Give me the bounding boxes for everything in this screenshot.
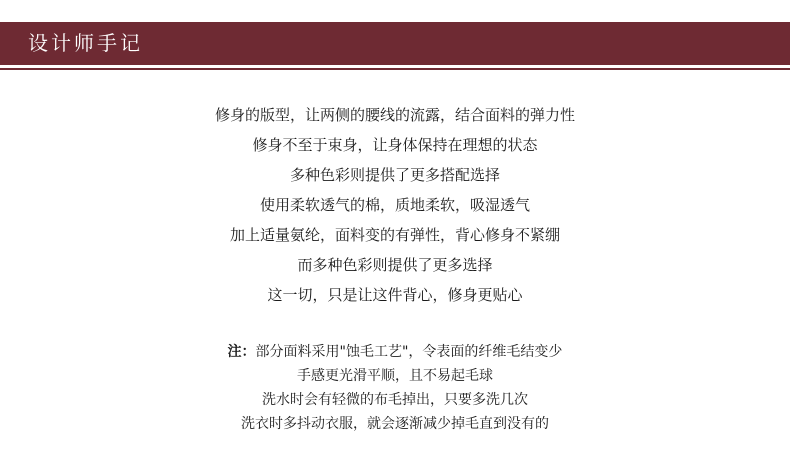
description-line: 修身不至于束身，让身体保持在理想的状态 bbox=[252, 136, 538, 154]
description-line: 加上适量氨纶，面料变的有弹性，背心修身不紧绷 bbox=[229, 226, 560, 244]
section-title: 设计师手记 bbox=[28, 31, 143, 55]
header-divider bbox=[0, 68, 790, 70]
description-line: 而多种色彩则提供了更多选择 bbox=[297, 256, 493, 274]
description-line: 使用柔软透气的棉，质地柔软，吸湿透气 bbox=[259, 196, 530, 214]
note-line bbox=[0, 340, 790, 364]
note-line: 洗水时会有轻微的布毛掉出，只要多洗几次 bbox=[262, 392, 528, 408]
note-label: 注： bbox=[227, 344, 256, 360]
description-line: 这一切，只是让这件背心，修身更贴心 bbox=[267, 286, 523, 304]
note-line: 手感更光滑平顺，且不易起毛球 bbox=[297, 368, 493, 384]
note-line: 洗衣时多抖动衣服，就会逐渐减少掉毛直到没有的 bbox=[241, 416, 549, 432]
description-line: 修身的版型，让两侧的腰线的流露，结合面料的弹力性 bbox=[214, 106, 575, 124]
note-first-line: 部分面料采用"蚀毛工艺"，令表面的纤维毛结变少 bbox=[255, 344, 563, 360]
header-bar bbox=[0, 22, 790, 65]
description-line: 多种色彩则提供了更多搭配选择 bbox=[289, 166, 500, 184]
